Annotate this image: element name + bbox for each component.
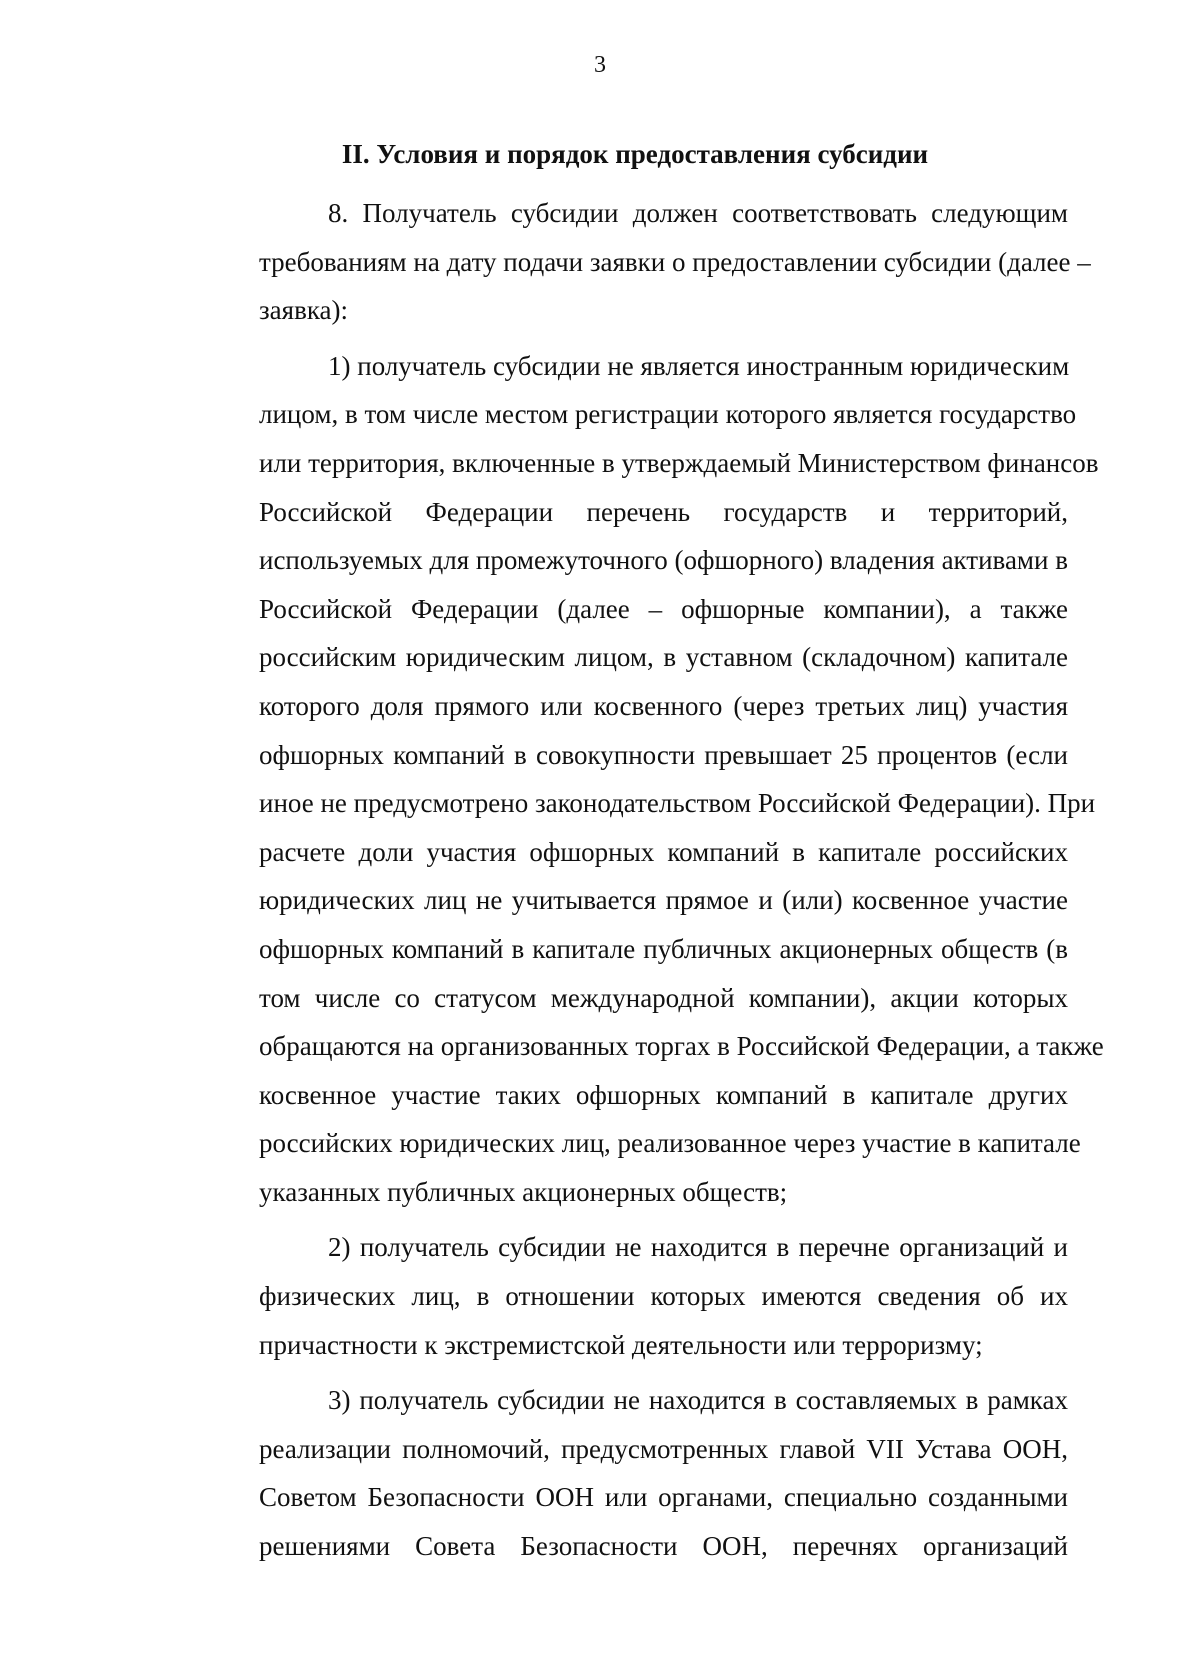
text-line: юридических лиц не учитывается прямое и (или) косвенное участие — [259, 885, 1068, 916]
text-line: причастности к экстремистской деятельности или терроризму; — [259, 1329, 983, 1360]
text-line: офшорных компаний в капитале публичных акционерных обществ (в — [259, 933, 1068, 964]
document-body — [190, 189, 1104, 1571]
text-line: физических лиц, в отношении которых имеются сведения об их — [259, 1281, 1068, 1312]
paragraph-item-2 — [190, 1223, 1068, 1369]
text-line: расчете доли участия офшорных компаний в капитале российских — [259, 836, 1068, 867]
text-line: российским юридическим лицом, в уставном (складочном) капитале — [259, 642, 1068, 673]
paragraph-8 — [190, 189, 1091, 335]
text-line: используемых для промежуточного (офшорного) владения активами в — [259, 545, 1068, 576]
text-line: решениями Совета Безопасности ООН, перечнях организаций — [259, 1531, 1068, 1562]
section-heading: II. Условия и порядок предоставления субсидии — [341, 139, 929, 169]
text-line: реализации полномочий, предусмотренных главой VII Устава ООН, — [259, 1433, 1068, 1464]
text-line: Российской Федерации (далее – офшорные компании), а также — [259, 593, 1068, 624]
text-line: 2) получатель субсидии не находится в перечне организаций и — [328, 1232, 1068, 1263]
text-line: 1) получатель субсидии не является иностранным юридическим — [328, 350, 1070, 381]
paragraph-item-1 — [190, 342, 1104, 1217]
text-line: 8. Получатель субсидии должен соответствовать следующим — [328, 198, 1068, 228]
text-line: офшорных компаний в совокупности превышает 25 процентов (если — [259, 739, 1068, 770]
text-line: или территория, включенные в утверждаемый Министерством финансов — [259, 447, 1099, 478]
text-line: том числе со статусом международной компании), акции которых — [259, 982, 1068, 1013]
text-line: заявка): — [259, 295, 349, 326]
text-line: указанных публичных акционерных обществ; — [259, 1176, 788, 1207]
text-line: 3) получатель субсидии не находится в составляемых в рамках — [328, 1385, 1068, 1416]
text-line: российских юридических лиц, реализованное через участие в капитале — [259, 1128, 1081, 1159]
text-line: косвенное участие таких офшорных компаний в капитале других — [259, 1079, 1068, 1110]
text-line: лицом, в том числе местом регистрации которого является государство — [259, 399, 1077, 430]
text-line: Российской Федерации перечень государств и территорий, — [259, 496, 1068, 527]
paragraph-item-3 — [190, 1376, 1068, 1570]
page-number: 3 — [594, 52, 606, 78]
text-line: обращаются на организованных торгах в Российской Федерации, а также — [259, 1031, 1104, 1062]
text-line: иное не предусмотрено законодательством Российской Федерации). При — [259, 788, 1096, 819]
text-line: требованиям на дату подачи заявки о предоставлении субсидии (далее – — [259, 246, 1091, 277]
text-line: которого доля прямого или косвенного (через третьих лиц) участия — [259, 690, 1068, 721]
text-line: Советом Безопасности ООН или органами, специально созданными — [259, 1482, 1068, 1513]
